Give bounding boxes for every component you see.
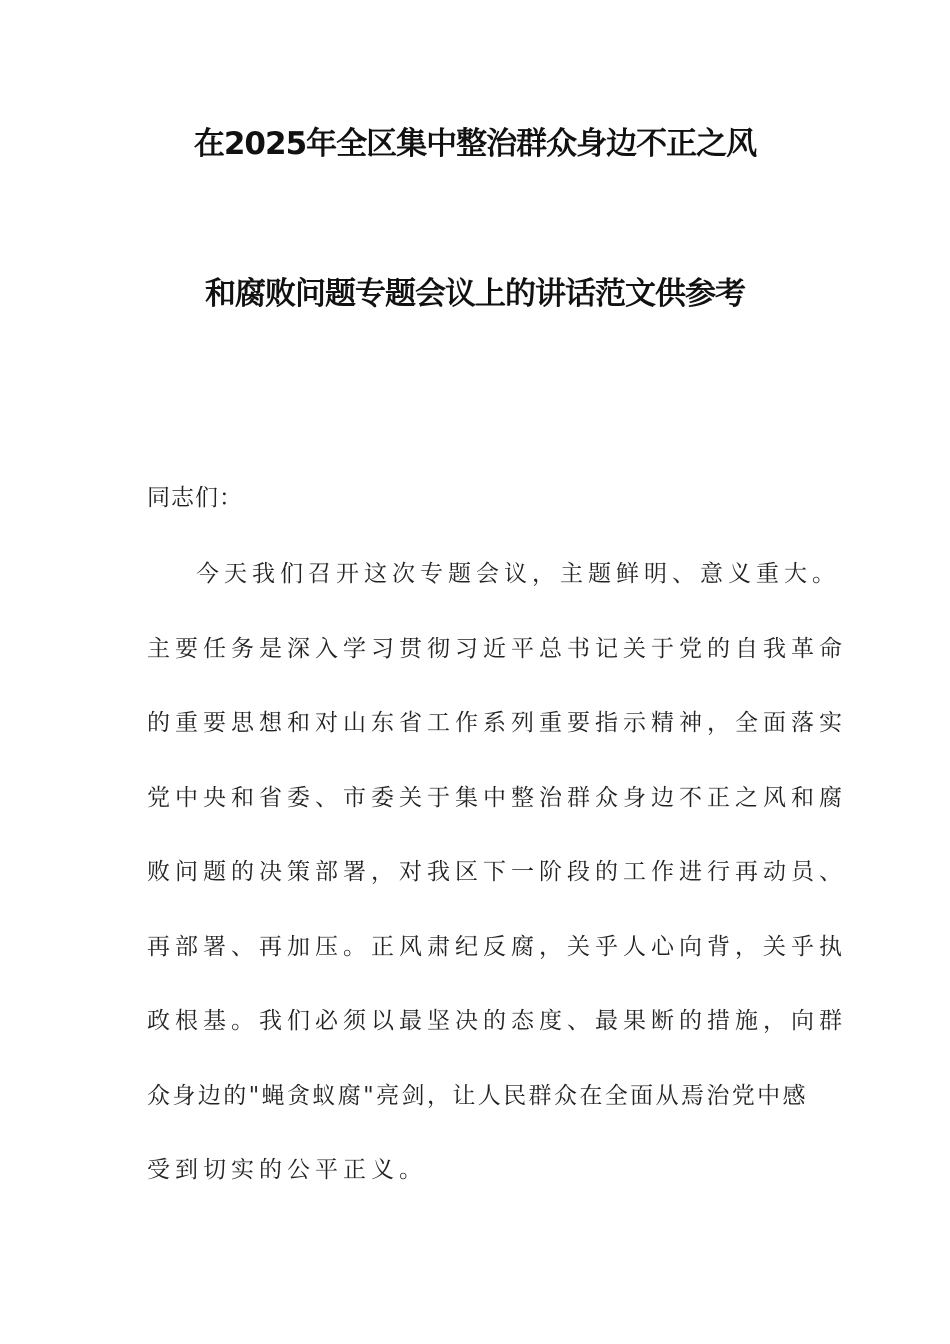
paragraph-line: 政根基。我们必须以最坚决的态度、最果断的措施，向群 bbox=[147, 1008, 847, 1034]
paragraph-line: 受到切实的公平正义。 bbox=[147, 1157, 427, 1183]
paragraph-line: 众身边的"蝇贪蚁腐"亮剑，让人民群众在全面从焉治党中感 bbox=[147, 1082, 808, 1109]
paragraph-line: 党中央和省委、市委关于集中整治群众身边不正之风和腐 bbox=[147, 784, 847, 811]
paragraph-line: 再部署、再加压。正风肃纪反腐，关乎人心向背，关乎执 bbox=[147, 933, 847, 960]
paragraph-line: 败问题的决策部署，对我区下一阶段的工作进行再动员、 bbox=[147, 859, 847, 885]
paragraph-line: 今天我们召开这次专题会议，主题鲜明、意义重大。 bbox=[196, 561, 840, 587]
salutation: 同志们： bbox=[147, 485, 243, 511]
paragraph-line: 主要任务是深入学习贯彻习近平总书记关于党的自我革命 bbox=[147, 635, 847, 662]
document-title-line-2: 和腐败问题专题会议上的讲话范文供参考 bbox=[205, 276, 745, 312]
paragraph-line: 的重要思想和对山东省工作系列重要指示精神，全面落实 bbox=[147, 710, 847, 736]
document-title-line-1: 在2025年全区集中整治群众身边不正之风 bbox=[193, 126, 757, 162]
body-paragraph bbox=[147, 558, 847, 1229]
